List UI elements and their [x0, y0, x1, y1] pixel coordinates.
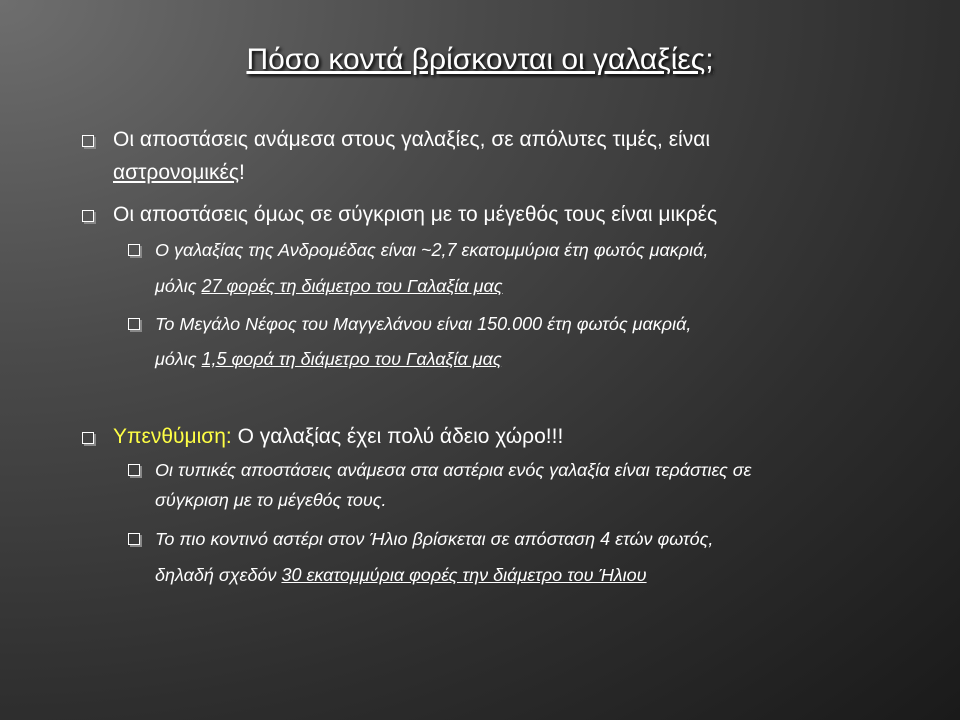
bullet2-text: Οι αποστάσεις όμως σε σύγκριση με το μέγεθός τους είναι μικρές	[113, 203, 718, 226]
andromeda-line2	[155, 276, 503, 297]
bullet-square-icon	[82, 432, 94, 444]
nearest-star-underlined: 30 εκατομμύρια φορές την διάμετρο του Ήλιου	[281, 565, 647, 585]
nearest-star-line1: Το πιο κοντινό αστέρι στον Ήλιο βρίσκεται σε απόσταση 4 ετών φωτός,	[155, 529, 714, 549]
sub-bullet-square-icon	[128, 533, 140, 545]
andromeda-underlined: 27 φορές τη διάμετρο του Γαλαξία μας	[201, 276, 503, 296]
nearest-star-prefix: δηλαδή σχεδόν	[155, 565, 282, 585]
magellan-line2	[155, 349, 502, 370]
sub-bullet-square-icon	[128, 318, 140, 330]
sub-bullet-square-icon	[128, 464, 140, 476]
magellan-underlined: 1,5 φορά τη διάμετρο του Γαλαξία μας	[201, 349, 502, 369]
bullet1-line1: Οι αποστάσεις ανάμεσα στους γαλαξίες, σε απόλυτες τιμές, είναι	[113, 128, 711, 151]
astronomical-link[interactable]: αστρονομικές	[113, 161, 239, 184]
bullet1-suffix: !	[238, 161, 245, 184]
slide-title: Πόσο κοντά βρίσκονται οι γαλαξίες;	[246, 43, 714, 76]
stars-line2: σύγκριση με το μέγεθός τους.	[155, 490, 387, 510]
reminder-text: Ο γαλαξίας έχει πολύ άδειο χώρο!!!	[231, 425, 564, 448]
bullet-square-icon	[82, 210, 94, 222]
reminder-highlight: Υπενθύμιση:	[113, 425, 232, 448]
magellan-line1: Το Μεγάλο Νέφος του Μαγγελάνου είναι 150.000 έτη φωτός μακριά,	[155, 314, 692, 334]
bullet-square-icon	[82, 135, 94, 147]
andromeda-line1: Ο γαλαξίας της Ανδρομέδας είναι ~2,7 εκατομμύρια έτη φωτός μακριά,	[155, 240, 709, 260]
andromeda-prefix: μόλις	[155, 276, 202, 296]
stars-line1: Οι τυπικές αποστάσεις ανάμεσα στα αστέρια ενός γαλαξία είναι τεράστιες σε	[155, 460, 752, 480]
reminder-line	[113, 425, 563, 449]
magellan-prefix: μόλις	[155, 349, 202, 369]
sub-bullet-square-icon	[128, 244, 140, 256]
nearest-star-line2	[155, 565, 647, 586]
bullet1-line2	[113, 161, 245, 185]
